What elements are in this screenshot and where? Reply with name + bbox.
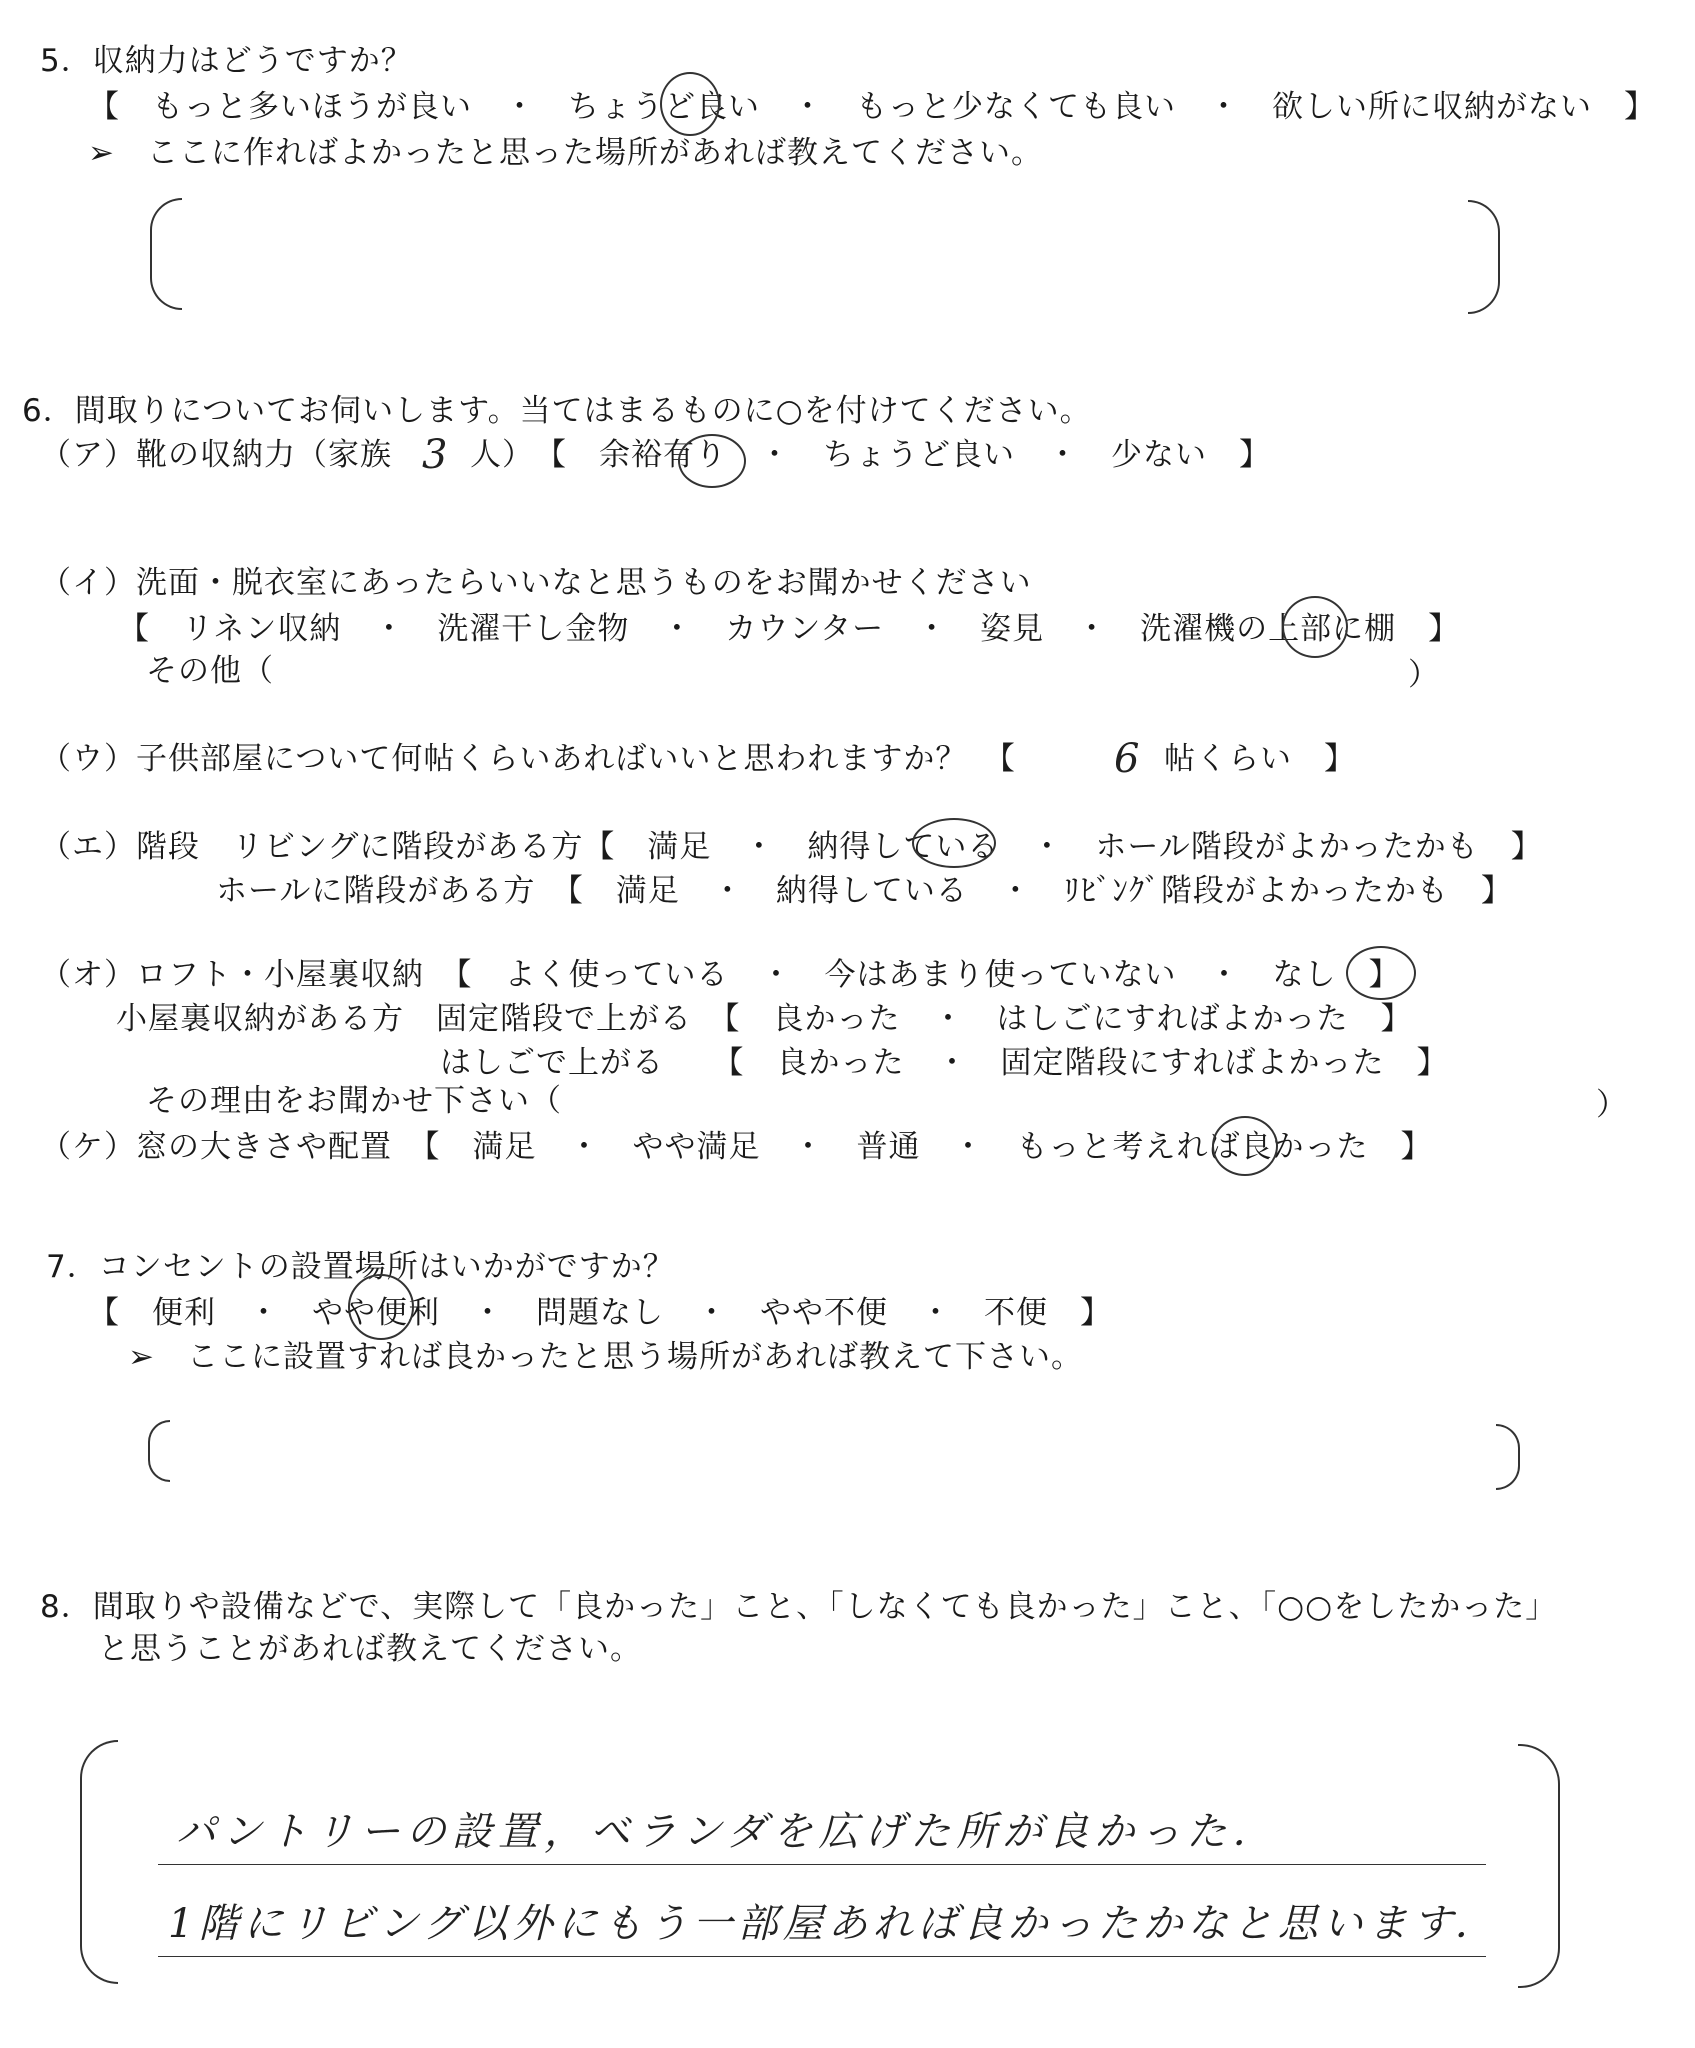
selection-circle-mark [348,1274,414,1340]
q5-prompt: ➢ ここに作ればよかったと思った場所があれば教えてください。 [88,135,1043,171]
q6-u-unit: 帖くらい 】 [1164,741,1356,777]
q6-a-label: （ア）靴の収納力（家族 [40,437,392,473]
answer-rule-line [158,1864,1486,1865]
q5-options[interactable]: 【 もっと多いほうが良い ・ ちょうど良い ・ もっと少なくても良い ・ 欲しい所に収納がない 】 [88,89,1656,125]
q7-answer-box-right[interactable] [1496,1424,1520,1490]
q5-answer-box-left[interactable] [150,198,182,310]
q6-o-line3[interactable]: はしごで上がる 【 良かった ・ 固定階段にすればよかった 】 [440,1045,1449,1081]
selection-circle-mark [1282,596,1348,658]
q7-title: 7．コンセントの設置場所はいかがですか？ [46,1249,675,1285]
q8-answer-line2: 1階にリビング以外にもう一部屋あれば良かったかなと思います． [168,1901,1500,1947]
q5-answer-box-right[interactable] [1468,200,1500,314]
selection-circle-mark [678,434,746,488]
q6-i-other-close: ） [1408,657,1440,693]
q8-title-line1: 8．間取りや設備などで、実際して「良かった」こと、「しなくても良かった」こと、「○○をしたかった」 [40,1589,1558,1625]
q6-e-line2[interactable]: ホールに階段がある方 【 満足 ・ 納得している ・ ﾘﾋﾞﾝｸﾞ階段がよかったかも 】 [216,873,1513,909]
q6-ke-line[interactable]: （ケ）窓の大きさや配置 【 満足 ・ やや満足 ・ 普通 ・ もっと考えれば良かった 】 [40,1129,1433,1165]
q6-o-line2[interactable]: 小屋裏収納がある方 固定階段で上がる 【 良かった ・ はしごにすればよかった 】 [116,1001,1413,1037]
q6-i-title: （イ）洗面・脱衣室にあったらいいなと思うものをお聞かせください [40,565,1032,601]
q6-o-line1[interactable]: （オ）ロフト・小屋裏収納 【 よく使っている ・ 今はあまり使っていない ・ なし 】 [40,957,1401,993]
q6-title: 6．間取りについてお伺いします。当てはまるものに○を付けてください。 [22,393,1092,429]
q7-prompt: ➢ ここに設置すれば良かったと思う場所があれば教えて下さい。 [128,1339,1083,1375]
q6-i-options[interactable]: 【 リネン収納 ・ 洗濯干し金物 ・ カウンター ・ 姿見 ・ 洗濯機の上部に棚 】 [118,611,1461,647]
q7-answer-box-left[interactable] [148,1420,170,1482]
selection-circle-mark [1346,946,1416,1000]
selection-circle-mark [660,72,720,136]
q6-a-family-count[interactable]: 3 [422,432,448,478]
q5-title: 5．収納力はどうですか？ [40,43,413,79]
q6-u-label: （ウ）子供部屋について何帖くらいあればいいと思われますか？ 【 [40,741,1016,777]
selection-circle-mark [912,818,996,868]
q8-answer-box-right [1518,1744,1560,1988]
q6-u-value[interactable]: 6 [1114,736,1140,782]
q6-e-line1[interactable]: （エ）階段 リビングに階段がある方【 満足 ・ 納得している ・ ホール階段がよかったかも 】 [40,829,1543,865]
q8-answer-line1: パントリーの設置，ベランダを広げた所が良かった． [176,1809,1279,1855]
q6-i-other-label: その他（ [146,653,274,689]
q6-a-options[interactable]: 人） 【 余裕有り ・ ちょうど良い ・ 少ない 】 [470,437,1271,473]
q6-o-reason-label: その理由をお聞かせ下さい（ [146,1083,562,1119]
q8-answer-box-left [80,1740,118,1984]
selection-circle-mark [1212,1116,1278,1176]
q7-options[interactable]: 【 便利 ・ やや便利 ・ 問題なし ・ やや不便 ・ 不便 】 [88,1295,1112,1331]
answer-rule-line [158,1956,1486,1957]
q6-o-reason-close: ） [1596,1087,1628,1123]
q8-title-line2: と思うことがあれば教えてください。 [98,1631,642,1667]
